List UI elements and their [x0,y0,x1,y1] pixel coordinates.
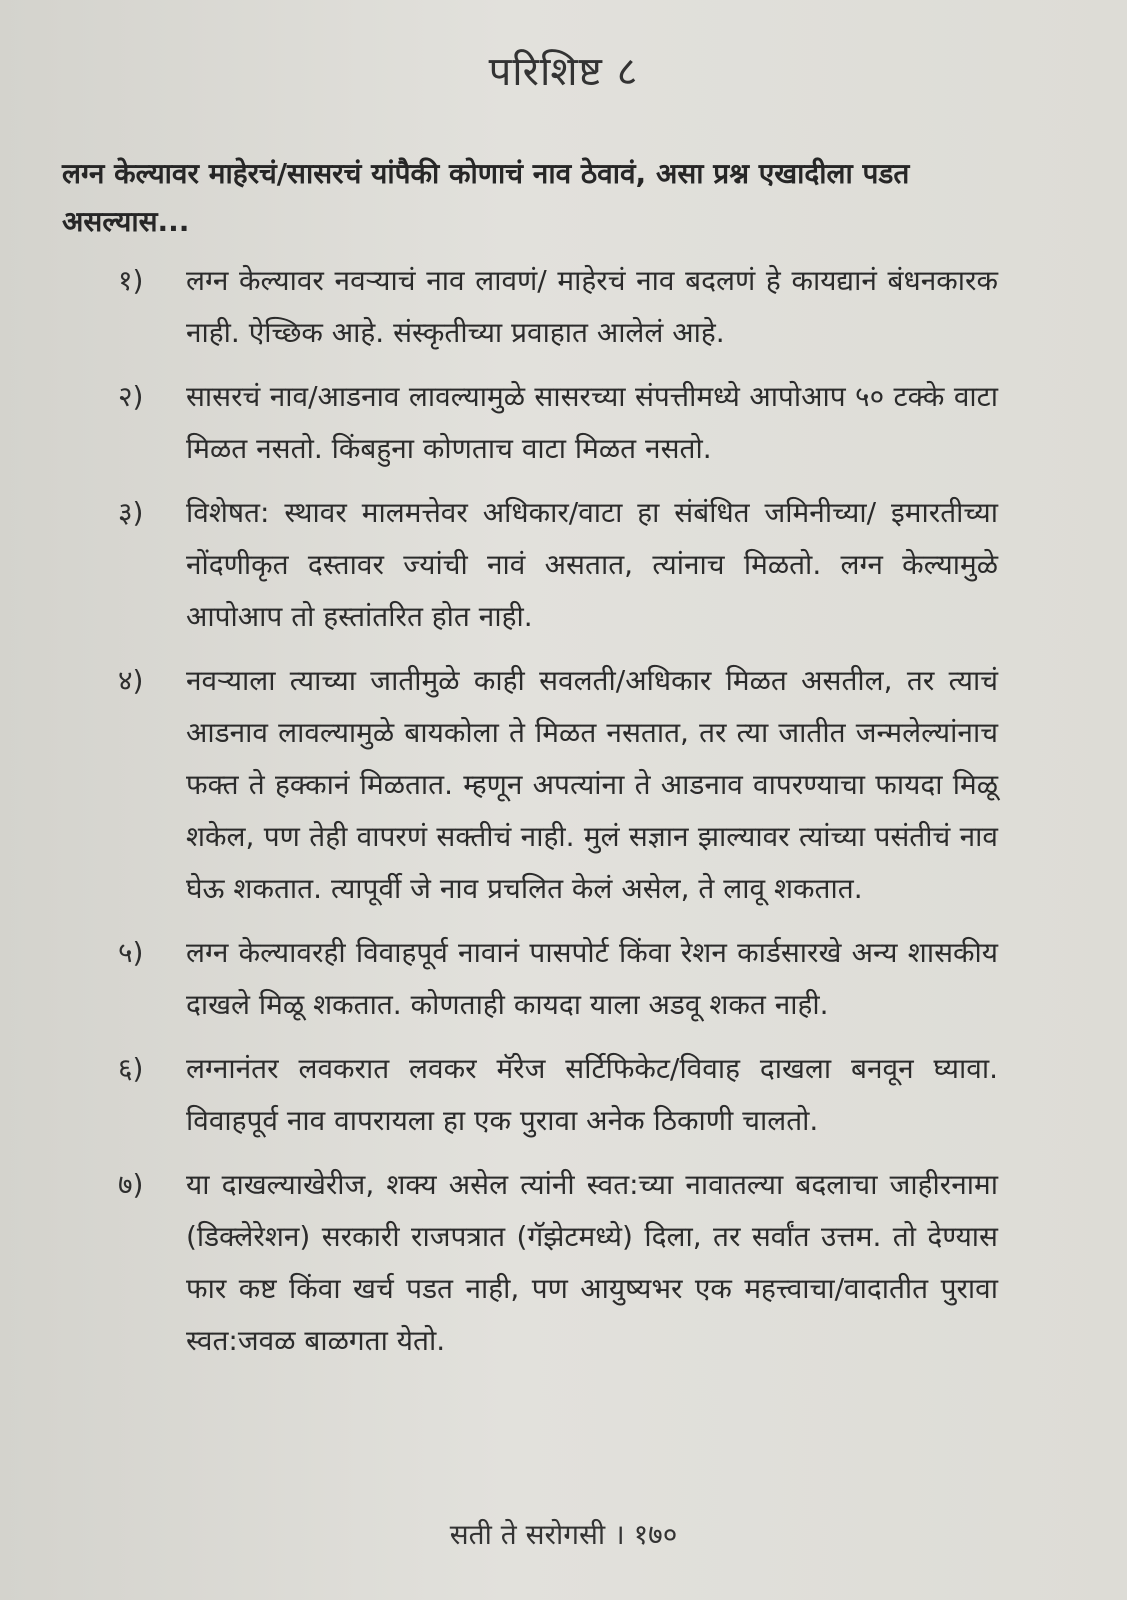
list-item [118,371,998,475]
list-item-number: ७) [118,1168,144,1201]
numbered-list [118,255,998,1379]
list-item-text: नवऱ्याला त्याच्या जातीमुळे काही सवलती/अधिकार मिळत असतील, तर त्याचं आडनाव लावल्यामुळे बायकोला ते मिळत नसतात, तर त्या जातीत जन्मलेल्यांनाच फक्त ते हक्कानं मिळतात. म्हणून अपत्यांना ते आडनाव वापरण्याचा फायदा मिळू शकेल, पण तेही वापरणं सक्तीचं नाही. मुलं सज्ञान झाल्यावर त्यांच्या पसंतीचं नाव घेऊ शकतात. त्यापूर्वी जे नाव प्रचलित केलं असेल, ते लावू शकतात. [186,664,998,905]
list-item-number: ६) [118,1052,144,1085]
list-item [118,927,998,1031]
list-item-text: सासरचं नाव/आडनाव लावल्यामुळे सासरच्या संपत्तीमध्ये आपोआप ५० टक्के वाटा मिळत नसतो. किंबहुना कोणताच वाटा मिळत नसतो. [186,380,998,465]
list-item-number: ५) [118,936,144,969]
list-item [118,1043,998,1147]
list-item [118,655,998,915]
list-item-number: २) [118,380,144,413]
list-item-number: ४) [118,664,144,697]
list-item-text: लग्नानंतर लवकरात लवकर मॅरेज सर्टिफिकेट/विवाह दाखला बनवून घ्यावा. विवाहपूर्व नाव वापरायला हा एक पुरावा अनेक ठिकाणी चालतो. [186,1052,998,1137]
list-item-text: विशेषत: स्थावर मालमत्तेवर अधिकार/वाटा हा संबंधित जमिनीच्या/ इमारतीच्या नोंदणीकृत दस्तावर ज्यांची नावं असतात, त्यांनाच मिळतो. लग्न केल्यामुळे आपोआप तो हस्तांतरित होत नाही. [186,496,998,633]
list-item [118,255,998,359]
list-item-text: या दाखल्याखेरीज, शक्य असेल त्यांनी स्वत:च्या नावातल्या बदलाचा जाहीरनामा (डिक्लेरेशन) सरकारी राजपत्रात (गॅझेटमध्ये) दिला, तर सर्वांत उत्तम. तो देण्यास फार कष्ट किंवा खर्च पडत नाही, पण आयुष्यभर एक महत्त्वाचा/वादातीत पुरावा स्वत:जवळ बाळगता येतो. [186,1168,998,1357]
page-footer: सती ते सरोगसी । १७० [449,1518,678,1551]
list-item-number: ३) [118,496,144,529]
list-item-text: लग्न केल्यावरही विवाहपूर्व नावानं पासपोर्ट किंवा रेशन कार्डसारखे अन्य शासकीय दाखले मिळू शकतात. कोणताही कायदा याला अडवू शकत नाही. [186,936,998,1021]
list-item-number: १) [118,264,144,297]
list-item-text: लग्न केल्यावर नवऱ्याचं नाव लावणं/ माहेरचं नाव बदलणं हे कायद्यानं बंधनकारक नाही. ऐच्छिक आहे. संस्कृतीच्या प्रवाहात आलेलं आहे. [186,264,998,349]
list-item [118,487,998,643]
list-item [118,1159,998,1367]
page-title: परिशिष्ट ८ [488,49,639,95]
intro-heading: लग्न केल्यावर माहेरचं/सासरचं यांपैकी कोणाचं नाव ठेवावं, असा प्रश्न एखादीला पडत असल्यास... [62,157,910,238]
